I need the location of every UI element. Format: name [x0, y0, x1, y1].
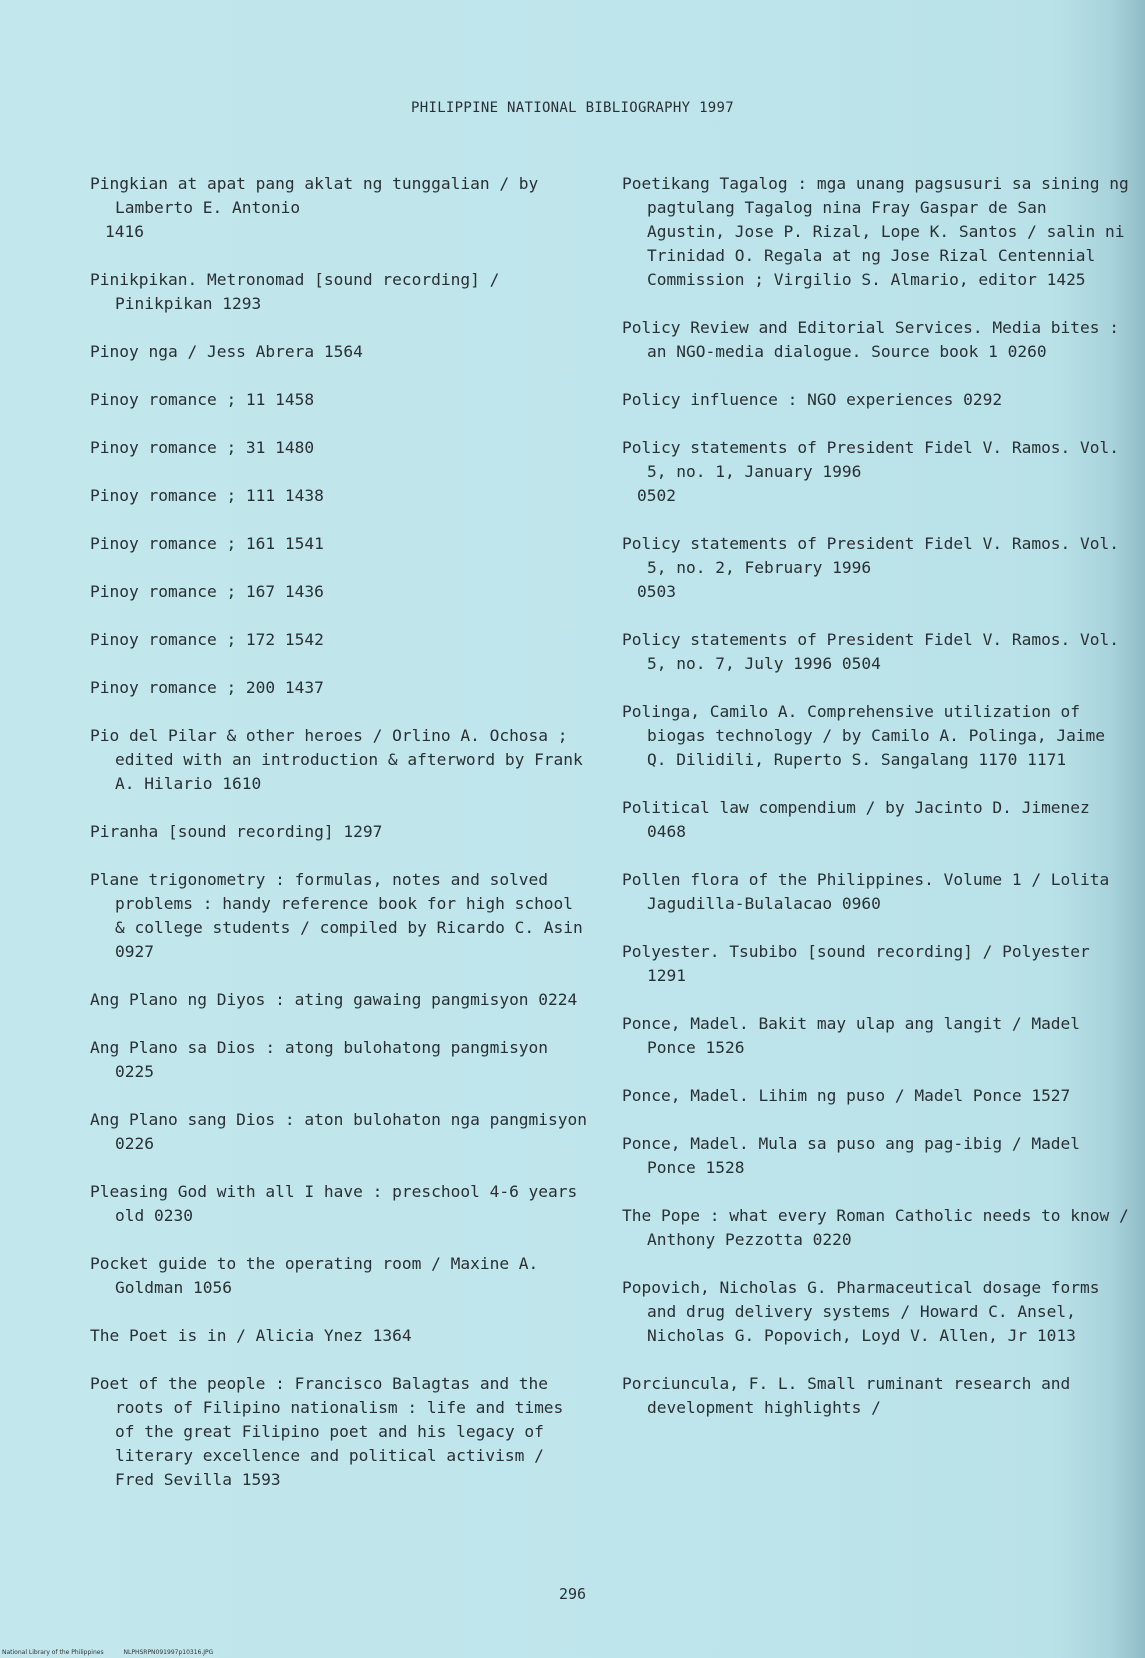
- page-header: PHILIPPINE NATIONAL BIBLIOGRAPHY 1997: [411, 100, 734, 116]
- credit-library: National Library of the Philippines: [2, 1649, 104, 1656]
- credit-filename: NLPHSRPN091997p10316.JPG: [123, 1649, 214, 1656]
- bibliography-entry: [622, 628, 1132, 676]
- entry-text: Pinoy nga / Jess Abrera 1564: [90, 342, 363, 361]
- bibliography-entry: [90, 1324, 590, 1348]
- entry-text: Policy influence : NGO experiences 0292: [622, 390, 1003, 409]
- entry-text: Pocket guide to the operating room / Maxine A. Goldman 1056: [90, 1254, 539, 1297]
- entry-number: 1416: [105, 222, 144, 241]
- entry-text: Pinoy romance ; 172 1542: [90, 630, 324, 649]
- entry-text: Pinoy romance ; 167 1436: [90, 582, 324, 601]
- entry-number: 0503: [637, 582, 676, 601]
- entry-text: Ang Plano sa Dios : atong bulohatong pangmisyon 0225: [90, 1038, 549, 1081]
- left-column: [90, 172, 590, 1516]
- entry-text: Ponce, Madel. Mula sa puso ang pag-ibig / Madel Ponce 1528: [622, 1134, 1081, 1177]
- entry-text: Pinoy romance ; 111 1438: [90, 486, 324, 505]
- entry-text: Pinoy romance ; 200 1437: [90, 678, 324, 697]
- entry-text: Ang Plano sang Dios : aton bulohaton nga pangmisyon 0226: [90, 1110, 588, 1153]
- entry-text: Pinoy romance ; 161 1541: [90, 534, 324, 553]
- entry-text: Plane trigonometry : formulas, notes and solved problems : handy reference book for high school & college students / compiled by Ricardo C. Asin 0927: [90, 870, 583, 961]
- entry-text: Popovich, Nicholas G. Pharmaceutical dosage forms and drug delivery systems / Howard C. Ansel, Nicholas G. Popovich, Loyd V. Allen, Jr 1013: [622, 1278, 1100, 1345]
- bibliography-entry: [622, 1204, 1132, 1252]
- bibliography-entry: [622, 532, 1132, 604]
- page-number: 296: [558, 1585, 587, 1603]
- entry-number: 0502: [637, 486, 676, 505]
- bibliography-entry: [90, 1180, 590, 1228]
- right-column: [622, 172, 1132, 1444]
- entry-text: The Poet is in / Alicia Ynez 1364: [90, 1326, 412, 1345]
- bibliography-entry: [622, 940, 1132, 988]
- bibliography-entry: [90, 340, 590, 364]
- entry-text: Poetikang Tagalog : mga unang pagsusuri sa sining ng pagtulang Tagalog nina Fray Gaspar de San Agustin, Jose P. Rizal, Lope K. Santos / salin ni Trinidad O. Regala at ng Jose Rizal Centennial Commission ; Virgilio S. Almario, editor 1425: [622, 174, 1129, 289]
- entry-text: Political law compendium / by Jacinto D. Jimenez 0468: [622, 798, 1090, 841]
- bibliography-entry: [90, 436, 590, 460]
- bibliography-entry: [90, 388, 590, 412]
- scan-credit: [2, 1649, 231, 1656]
- bibliography-entry: [90, 676, 590, 700]
- bibliography-entry: [90, 268, 590, 316]
- bibliography-entry: [622, 868, 1132, 916]
- entry-text: Policy statements of President Fidel V. Ramos. Vol. 5, no. 1, January 1996: [622, 438, 1120, 481]
- entry-text: Ponce, Madel. Bakit may ulap ang langit / Madel Ponce 1526: [622, 1014, 1081, 1057]
- bibliography-entry: [622, 1012, 1132, 1060]
- bibliography-entry: [90, 628, 590, 652]
- bibliography-entry: [90, 1252, 590, 1300]
- entry-text: Pleasing God with all I have : preschool 4-6 years old 0230: [90, 1182, 578, 1225]
- bibliography-entry: [622, 436, 1132, 508]
- bibliography-entry: [622, 796, 1132, 844]
- entry-text: Policy Review and Editorial Services. Media bites : an NGO-media dialogue. Source book 1 0260: [622, 318, 1120, 361]
- bibliography-entry: [90, 868, 590, 964]
- bibliography-entry: [622, 700, 1132, 772]
- bibliography-entry: [622, 388, 1132, 412]
- bibliography-entry: [90, 724, 590, 796]
- entry-text: Porciuncula, F. L. Small ruminant research and development highlights /: [622, 1374, 1071, 1417]
- entry-text: The Pope : what every Roman Catholic needs to know / Anthony Pezzotta 0220: [622, 1206, 1129, 1249]
- bibliography-entry: [90, 820, 590, 844]
- bibliography-entry: [90, 988, 590, 1012]
- bibliography-entry: [622, 1372, 1132, 1420]
- entry-text: Poet of the people : Francisco Balagtas and the roots of Filipino nationalism : life and times of the great Filipino poet and his legacy of literary excellence and political activism / Fred Sevilla 1593: [90, 1374, 564, 1489]
- entry-text: Pio del Pilar & other heroes / Orlino A. Ochosa ; edited with an introduction & afterword by Frank A. Hilario 1610: [90, 726, 583, 793]
- bibliography-entry: [622, 172, 1132, 292]
- bibliography-entry: [90, 532, 590, 556]
- entry-text: Polyester. Tsubibo [sound recording] / Polyester 1291: [622, 942, 1090, 985]
- entry-text: Policy statements of President Fidel V. Ramos. Vol. 5, no. 2, February 1996: [622, 534, 1120, 577]
- entry-text: Polinga, Camilo A. Comprehensive utilization of biogas technology / by Camilo A. Polinga, Jaime Q. Dilidili, Ruperto S. Sangalang 1170 1171: [622, 702, 1106, 769]
- entry-text: Ponce, Madel. Lihim ng puso / Madel Ponce 1527: [622, 1086, 1071, 1105]
- bibliography-entry: [622, 1276, 1132, 1348]
- entry-text: Pinoy romance ; 11 1458: [90, 390, 315, 409]
- entry-text: Piranha [sound recording] 1297: [90, 822, 383, 841]
- entry-text: Ang Plano ng Diyos : ating gawaing pangmisyon 0224: [90, 990, 578, 1009]
- bibliography-entry: [90, 580, 590, 604]
- bibliography-entry: [90, 1108, 590, 1156]
- bibliography-entry: [622, 316, 1132, 364]
- entry-text: Policy statements of President Fidel V. Ramos. Vol. 5, no. 7, July 1996 0504: [622, 630, 1120, 673]
- entry-text: Pingkian at apat pang aklat ng tunggalian / by Lamberto E. Antonio: [90, 174, 539, 217]
- bibliography-entry: [622, 1084, 1132, 1108]
- bibliography-entry: [90, 484, 590, 508]
- entry-text: Pollen flora of the Philippines. Volume 1 / Lolita Jagudilla-Bulalacao 0960: [622, 870, 1110, 913]
- entry-text: Pinoy romance ; 31 1480: [90, 438, 315, 457]
- bibliography-entry: [622, 1132, 1132, 1180]
- entry-text: Pinikpikan. Metronomad [sound recording] / Pinikpikan 1293: [90, 270, 500, 313]
- bibliography-entry: [90, 1036, 590, 1084]
- bibliography-entry: [90, 172, 590, 244]
- bibliography-entry: [90, 1372, 590, 1492]
